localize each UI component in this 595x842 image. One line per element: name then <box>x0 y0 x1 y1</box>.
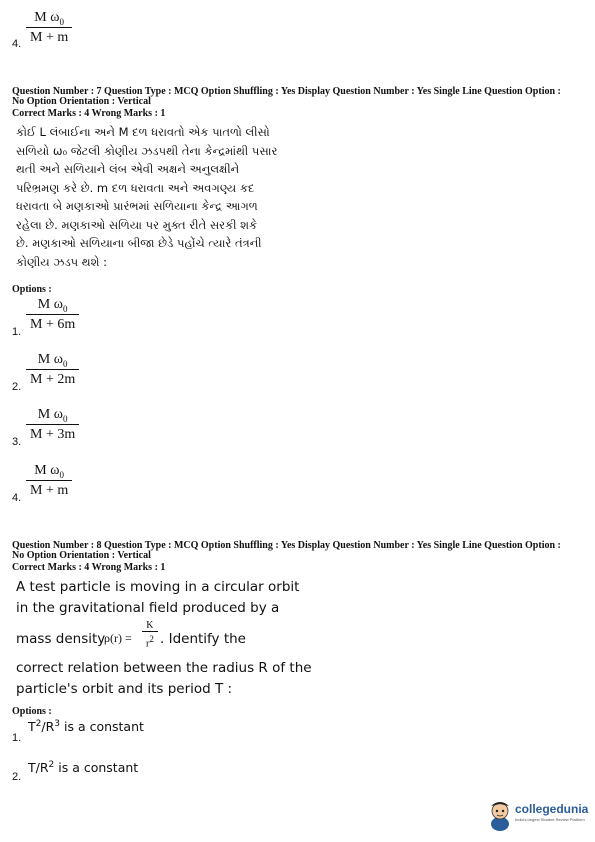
q7-text-line: પરિભ્રમણ કરે છે. m દળ ધરાવતા અને અવગણ્ય કદ <box>16 180 255 195</box>
mascot-icon <box>487 796 513 832</box>
fraction-denominator: M + m <box>26 480 72 499</box>
q7-meta-line1: Question Number : 7 Question Type : MCQ Option Shuffling : Yes Display Question Number : Yes Single Line Question Option : <box>12 86 561 97</box>
q7-option-3-fraction[interactable] <box>26 407 79 443</box>
q7-text-line: ધરાવતા બે મણકાઓ પ્રારંભમાં સળિયાના કેન્દ્ર આગળ <box>16 199 258 213</box>
q7-option-1-number: 1. <box>12 326 22 338</box>
logo-wordmark: collegedunia <box>515 802 589 816</box>
q8-density-fraction <box>142 620 158 649</box>
q8-marks: Correct Marks : 4 Wrong Marks : 1 <box>12 562 166 573</box>
fraction-denominator: M + m <box>26 27 72 46</box>
q7-option-2-number: 2. <box>12 381 22 393</box>
fraction-denominator: M + 2m <box>26 369 79 388</box>
q7-option-4-number: 4. <box>12 492 22 504</box>
q8-options-label: Options : <box>12 706 52 717</box>
q8-line-5: particle's orbit and its period T : <box>16 681 233 697</box>
q7-text-line: છે. મણકાઓ સળિયાના બીજા છેડે પહોંચે ત્યારે તંત્રની <box>16 236 262 250</box>
q7-option-2-fraction[interactable] <box>26 352 79 388</box>
q7-option-4-fraction[interactable] <box>26 463 72 499</box>
fraction-numerator: M $\omega_0$ <box>37 407 68 424</box>
collegedunia-logo <box>487 796 587 832</box>
q7-options-label: Options : <box>12 284 52 295</box>
q8-line-3a: mass density <box>16 631 106 647</box>
q7-marks: Correct Marks : 4 Wrong Marks : 1 <box>12 108 166 119</box>
logo-tagline: India's largest Student Review Platform <box>515 817 585 822</box>
q7-option-3-number: 3. <box>12 436 22 448</box>
q7-text-line: થતી અને સળિયાને લંબ એવી અક્ષને અનુલક્ષીને <box>16 162 240 176</box>
q8-line-4: correct relation between the radius R of the <box>16 660 312 676</box>
fraction-numerator: M $\omega_0$ <box>34 463 64 480</box>
q8-option-2-text[interactable]: $T/R^2$ is a constant <box>28 760 139 776</box>
q8-meta-line1: Question Number : 8 Question Type : MCQ Option Shuffling : Yes Display Question Number : Yes Single Line Question Option : <box>12 540 561 551</box>
q7-meta-line2: No Option Orientation : Vertical <box>12 96 151 107</box>
q8-line-2: in the gravitational field produced by a <box>16 600 280 616</box>
fraction-numerator: M $\omega_0$ <box>37 297 68 314</box>
q7-text-line: કોણીય ઝડપ થશે : <box>16 254 108 269</box>
fraction-denominator: M + 6m <box>26 314 79 333</box>
fraction-numerator: M $\omega_0$ <box>37 352 68 369</box>
q8-option-1-text[interactable]: $T^2/R^3$ is a constant <box>28 719 144 735</box>
q7-text-line: સળિયો ω₀ જેટલી કોણીય ઝડપથી તેના કેન્દ્રમાંથી પસાર <box>16 143 278 158</box>
q7-question-text <box>16 123 277 271</box>
q7-option-1-fraction[interactable] <box>26 297 79 333</box>
fraction-denominator: M + 3m <box>26 424 79 443</box>
q7-text-line: કોઈ L લંબાઈના અને M દળ ધરાવતો એક પાતળો લીસો <box>16 125 270 139</box>
q8-meta-line2: No Option Orientation : Vertical <box>12 550 151 561</box>
q8-option-2-number: 2. <box>12 771 22 783</box>
fraction-numerator: K <box>146 620 154 631</box>
q7-text-line: રહેલા છે. મણકાઓ સળિયા પર મુક્ત રીતે સરકી શકે <box>16 217 258 232</box>
q8-rho-expression: ρ(r) = <box>104 631 132 645</box>
prev-option-4-fraction <box>26 10 72 46</box>
fraction-denominator: $r^2$ <box>142 631 158 649</box>
prev-option-4-number: 4. <box>12 38 22 50</box>
q8-option-1-number: 1. <box>12 732 22 744</box>
q8-line-1: A test particle is moving in a circular orbit <box>16 579 300 595</box>
q8-line-3b: . Identify the <box>160 631 246 647</box>
fraction-numerator: M $\omega_0$ <box>34 10 64 27</box>
